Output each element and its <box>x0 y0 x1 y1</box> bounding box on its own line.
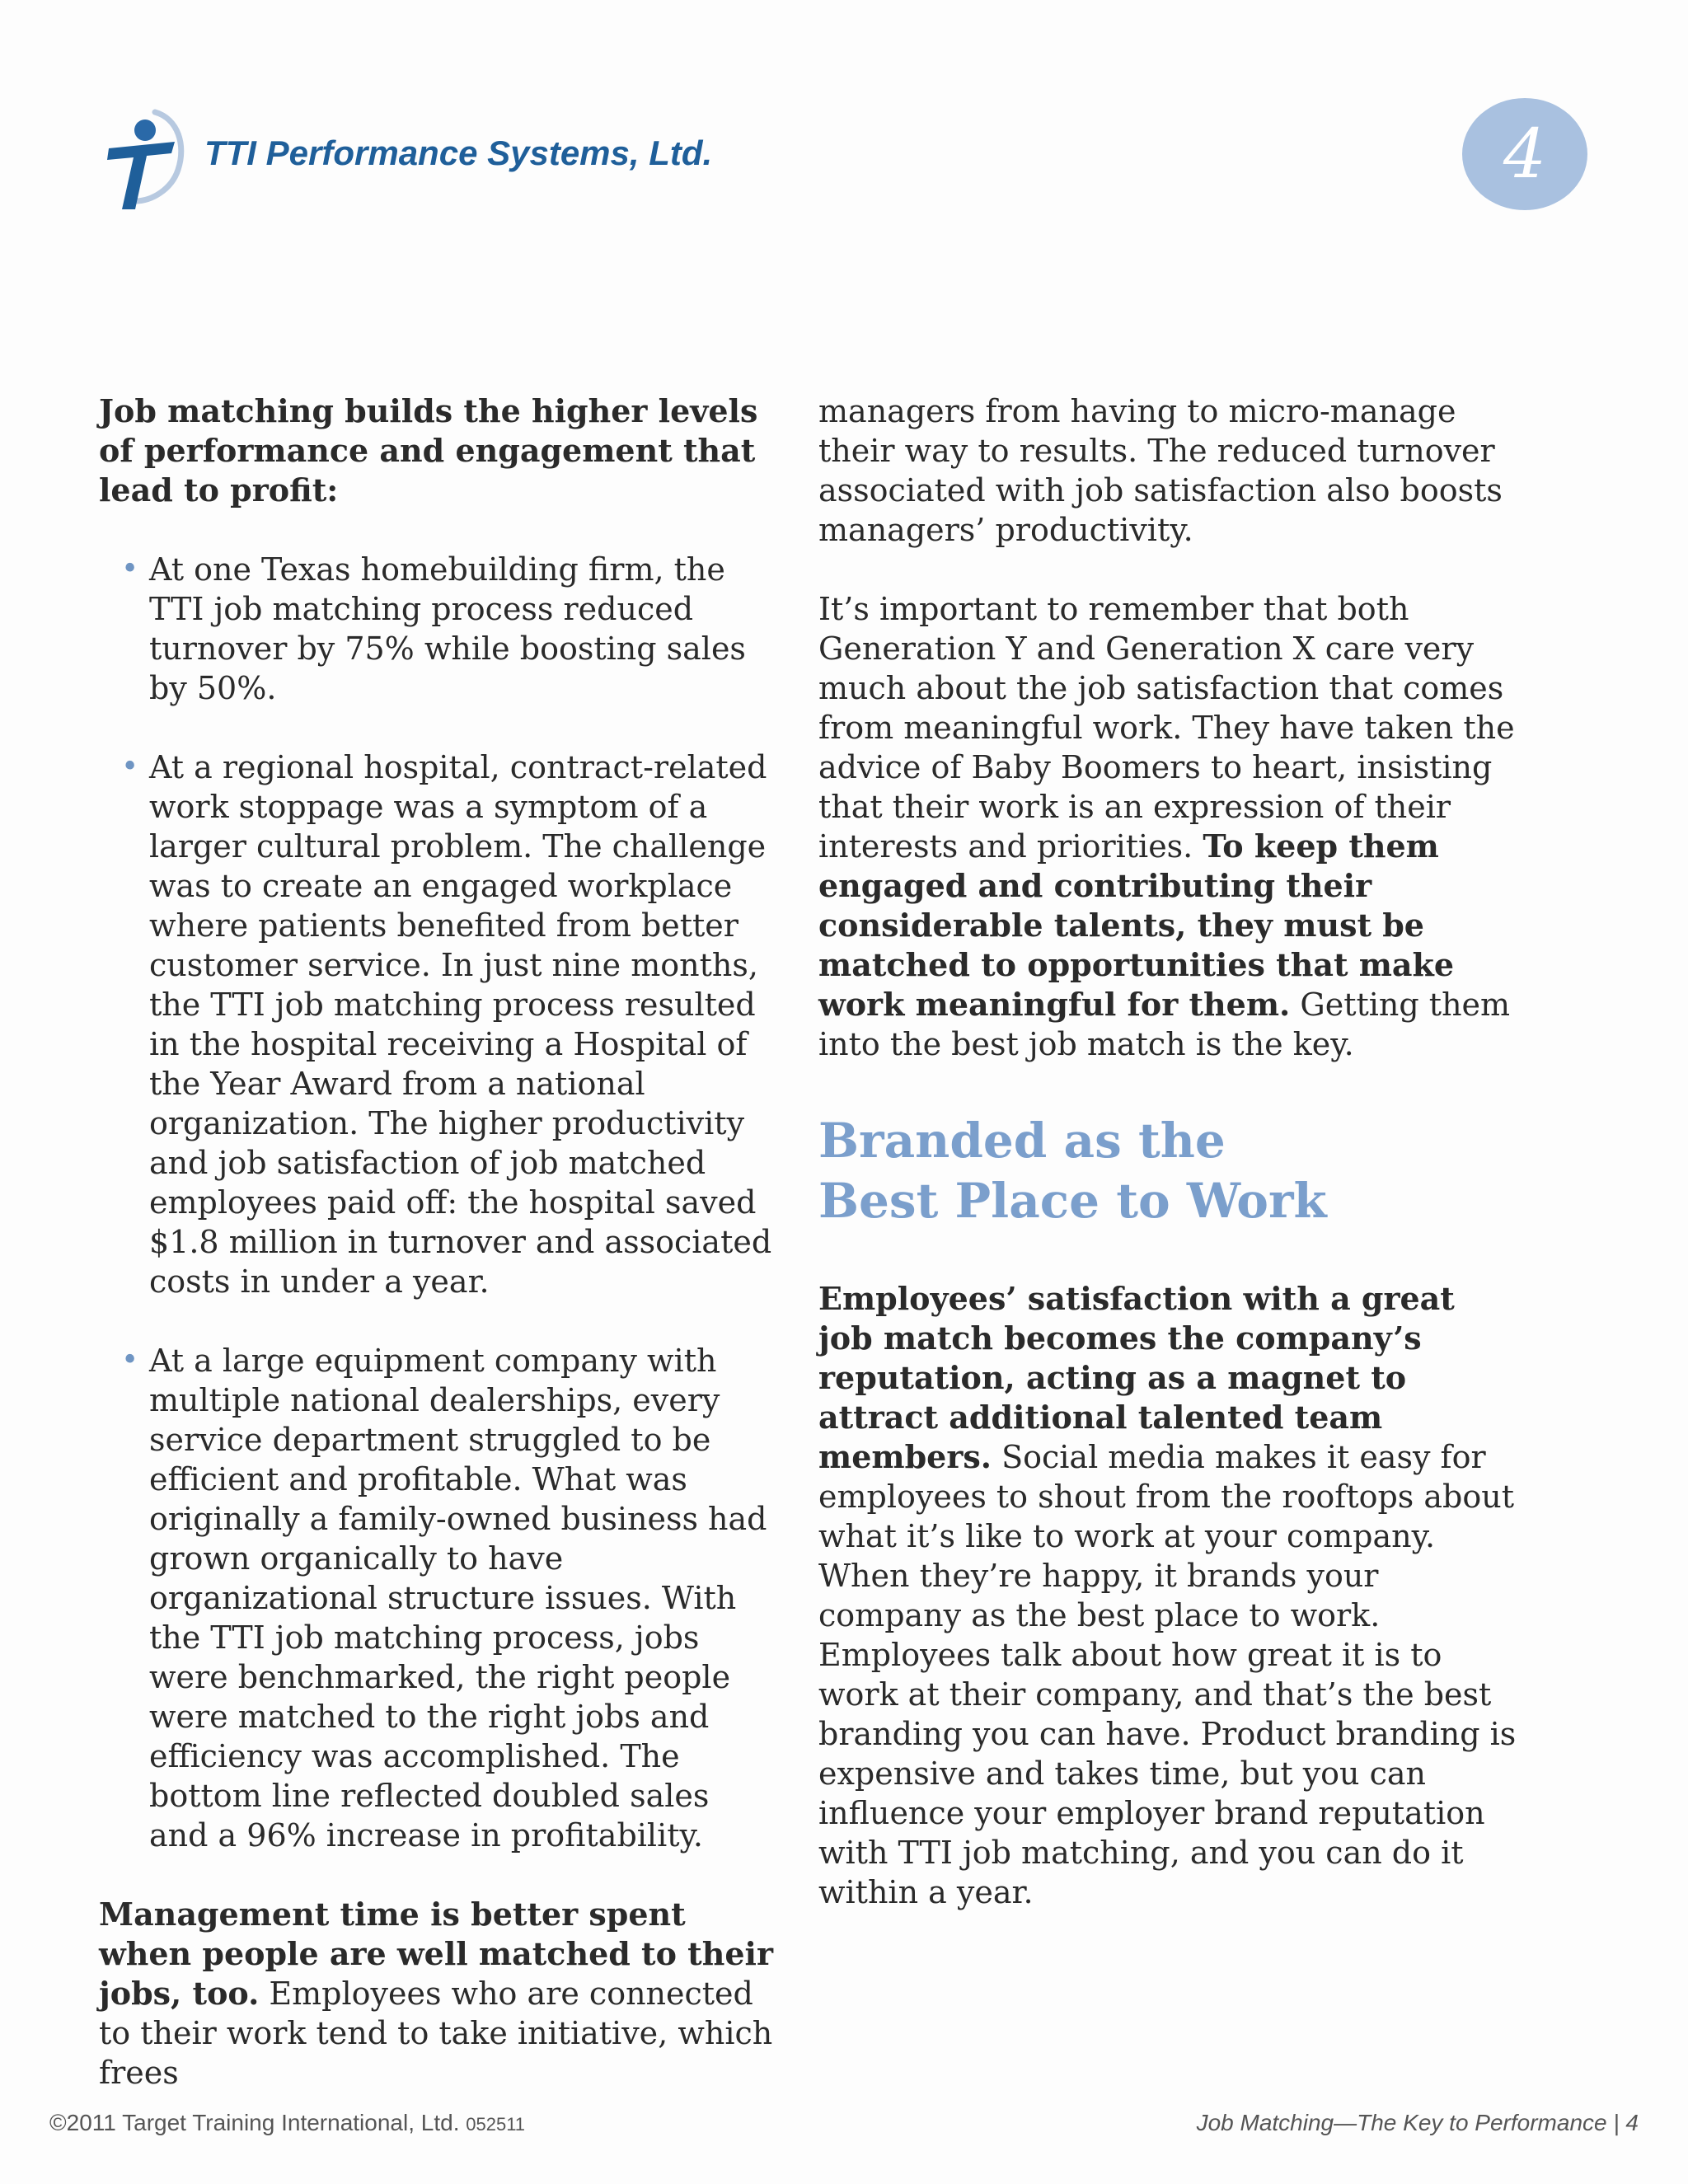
list-item: • At a large equipment company with multiple national dealerships, every service department struggled to be efficient and profitable. What was originally a family-owned business had grown organically to have organizational structure issues. With the TTI job matching process, jobs were benchmarked, the right people were matched to the right jobs and efficiency was accomplished. The bottom line reflected doubled sales and a 96% increase in profitability. <box>121 1343 767 1854</box>
page-number-badge <box>1457 92 1589 216</box>
branded-paragraph: Employees’ satisfaction with a great job match becomes the company’s reputation, acting as a magnet to attract additional talented team members. Social media makes it easy for employees to shout from the rooftops about what it’s like to work at your company. When they’re happy, it brands your company as the best place to work. Employees talk about how great it is to work at their company, and that’s the best branding you can have. Product branding is expensive and takes time, but you can influence your employer brand reputation with TTI job matching, and you can do it within a year. <box>818 1280 1517 1910</box>
right-column <box>818 391 1519 1952</box>
list-item: • At one Texas homebuilding firm, the TTI job matching process reduced turnover by 75% while boosting sales by 50%. <box>121 551 746 706</box>
list-item: • At a regional hospital, contract-related work stoppage was a symptom of a larger cultural problem. The challenge was to create an engaged workplace where patients benefited from better customer service. In just nine months, the TTI job matching process resulted in the hospital receiving a Hospital of the Year Award from a national organization. The higher productivity and job satisfaction of job matched employees paid off: the hospital saved $1.8 million in turnover and associated costs in under a year. <box>121 749 772 1300</box>
left-column <box>99 391 775 2132</box>
results-list <box>99 550 775 1855</box>
tti-logo-icon <box>97 107 188 214</box>
company-name: TTI Performance Systems, Ltd. <box>204 134 713 172</box>
footer-code: 052511 <box>466 2114 526 2135</box>
footer-copyright: ©2011 Target Training International, Ltd. 052511 <box>49 2110 526 2135</box>
intro-heading: Job matching builds the higher levels of performance and engagement that lead to profit: <box>99 392 758 509</box>
footer-title: Job Matching—The Key to Performance | 4 <box>1196 2110 1639 2135</box>
continuation-paragraph: managers from having to micro-manage their way to results. The reduced turnover associated with job satisfaction also boosts managers’ productivity. <box>818 393 1503 548</box>
management-paragraph: Management time is better spent when people are well matched to their jobs, too. Employees who are connected to their work tend to take initiative, which frees <box>99 1896 773 2091</box>
bullet-icon: • <box>121 750 139 784</box>
bullet-icon: • <box>121 1343 139 1377</box>
bullet-icon: • <box>121 552 139 586</box>
page-number: 4 <box>1503 115 1547 194</box>
section-heading: Branded as the Best Place to Work <box>818 1113 1327 1229</box>
generation-paragraph: It’s important to remember that both Generation Y and Generation X care very much about the job satisfaction that comes from meaningful work. They have taken the advice of Baby Boomers to heart, insisting that their work is an expression of their interests and priorities. To keep them engaged and contributing their considerable talents, they must be matched to opportunities that make work meaningful for them. Getting them into the best job match is the key. <box>818 591 1515 1062</box>
